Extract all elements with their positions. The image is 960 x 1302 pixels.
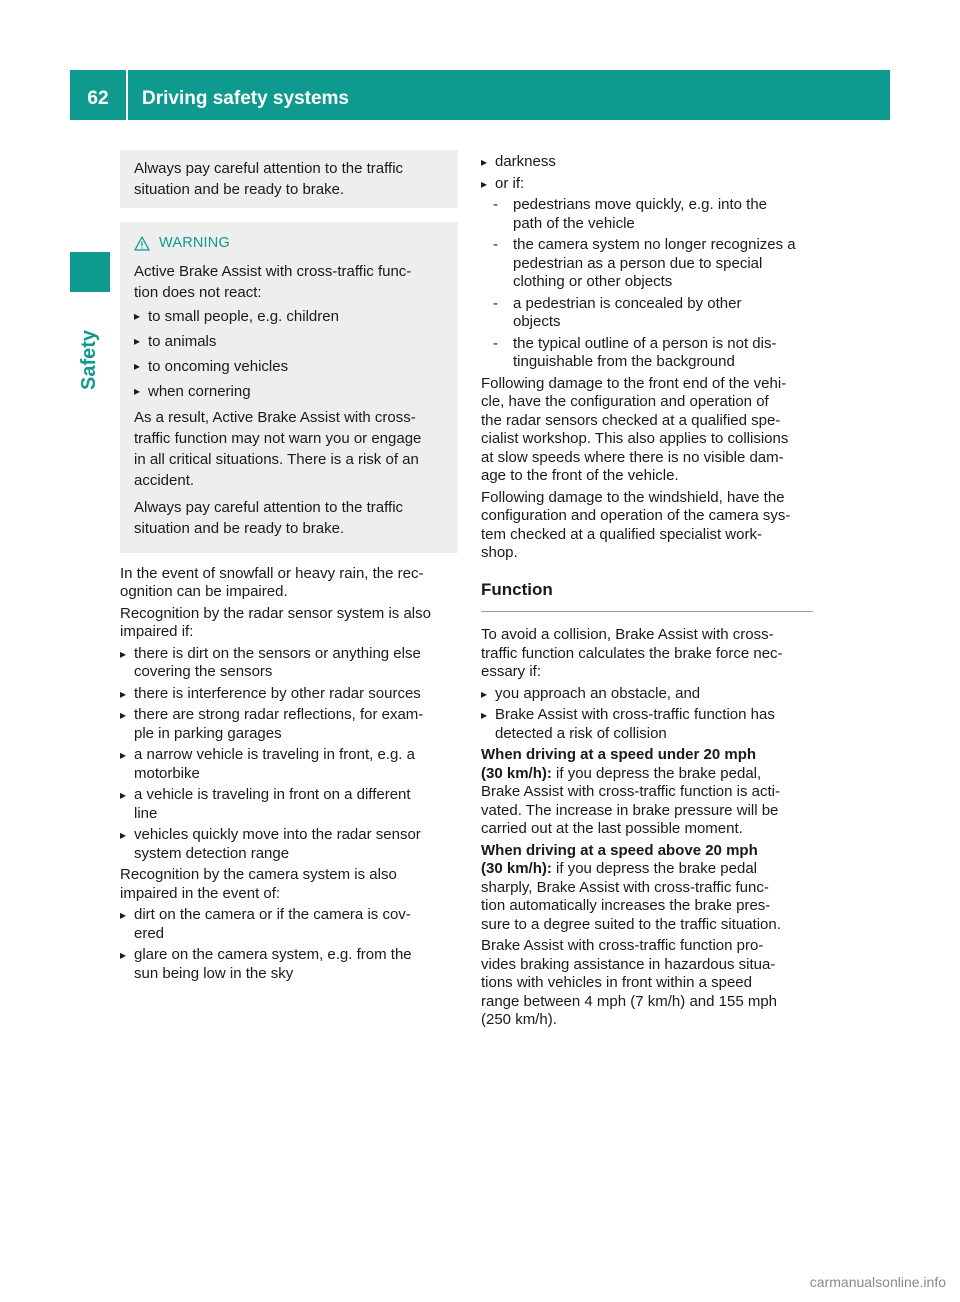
above-speed-text: if you depress the brake pedal sharply, Brake Assist with cross-traffic func- tion automatically increases the brake pres- sure to a degree suited to the traffic situation. [481, 860, 781, 933]
list-item: ▸ to small people, e.g. children [134, 307, 444, 326]
warning-intro: Active Brake Assist with cross-traffic func- tion does not react: [134, 262, 412, 301]
snow-paragraph: In the event of snowfall or heavy rain, the rec- ognition can be impaired. [120, 564, 424, 600]
function-heading: Function [481, 581, 813, 613]
under-speed-paragraph [481, 746, 813, 839]
warning-box [120, 222, 458, 553]
above-speed-paragraph [481, 842, 813, 935]
front-damage-paragraph: Following damage to the front end of the vehi- cle, have the configuration and operation of the radar sensors checked at a qualified spe- cialist workshop. This also applies to collisions at slow speeds where there is no visible dam- age to the front of the vehicle. [481, 374, 789, 484]
radar-paragraph: Recognition by the radar sensor system is also impaired if: [120, 604, 431, 640]
section-marker [70, 252, 110, 292]
list-item: ▸ you approach an obstacle, and [481, 685, 813, 704]
camera-list [120, 906, 458, 983]
pedestrian-list [481, 196, 813, 372]
avoid-paragraph: To avoid a collision, Brake Assist with cross- traffic function calculates the brake force nec- essary if: [481, 626, 783, 680]
windshield-paragraph: Following damage to the windshield, have the configuration and operation of the camera sys- tem checked at a qualified specialist work- shop. [481, 488, 791, 561]
list-item: - the typical outline of a person is not dis- tinguishable from the background [481, 335, 813, 372]
list-item: ▸ to oncoming vehicles [134, 357, 444, 376]
list-item: ▸ a vehicle is traveling in front on a different line [120, 786, 458, 823]
page-number: 62 [87, 88, 109, 109]
list-item: - a pedestrian is concealed by other objects [481, 295, 813, 332]
under-speed-label: When driving at a speed under 20 mph (30 km/h): [481, 746, 757, 782]
warning-advice: Always pay careful attention to the traffic situation and be ready to brake. [134, 498, 404, 537]
watermark: carmanualsonline.info [809, 1274, 946, 1290]
note-box [120, 150, 458, 208]
list-item: ▸ Brake Assist with cross-traffic function has detected a risk of collision [481, 706, 813, 743]
list-item: ▸ when cornering [134, 382, 444, 401]
list-item: ▸ there is dirt on the sensors or anything else covering the sensors [120, 645, 458, 682]
warning-icon [134, 236, 150, 251]
camera-paragraph: Recognition by the camera system is also impaired in the event of: [120, 866, 397, 902]
left-column [120, 150, 458, 986]
list-item: - pedestrians move quickly, e.g. into the path of the vehicle [481, 196, 813, 233]
list-item: ▸ to animals [134, 332, 444, 351]
above-speed-label: When driving at a speed above 20 mph (30 km/h): [481, 841, 758, 877]
note-line: Always pay careful attention to the traffic situation and be ready to brake. [134, 160, 404, 198]
section-label: Safety [78, 329, 100, 390]
right-column [481, 153, 813, 1030]
list-item: ▸ vehicles quickly move into the radar sensor system detection range [120, 826, 458, 863]
under-speed-text: if you depress the brake pedal, Brake Assist with cross-traffic function is acti- vated. The increase in brake pressure will be carried out at the last possible moment. [481, 764, 780, 837]
list-item: - the camera system no longer recognizes a pedestrian as a person due to special clothing or other objects [481, 236, 813, 292]
warning-list [134, 307, 444, 401]
avoid-list [481, 685, 813, 744]
conditions-list [481, 153, 813, 193]
list-item: ▸ there are strong radar reflections, for exam- ple in parking garages [120, 706, 458, 743]
list-item: ▸ or if: [481, 175, 813, 194]
page-title: Driving safety systems [142, 88, 349, 109]
radar-list [120, 645, 458, 864]
list-item: ▸ a narrow vehicle is traveling in front, e.g. a motorbike [120, 746, 458, 783]
warning-title: WARNING [159, 235, 230, 251]
assist-range-paragraph: Brake Assist with cross-traffic function pro- vides braking assistance in hazardous situa- tions with vehicles in front within a speed range between 4 mph (7 km/h) and 155 mph (250 km/h). [481, 937, 778, 1028]
list-item: ▸ glare on the camera system, e.g. from the sun being low in the sky [120, 946, 458, 983]
list-item: ▸ dirt on the camera or if the camera is cov- ered [120, 906, 458, 943]
warning-result: As a result, Active Brake Assist with cross- traffic function may not warn you or engage in all critical situations. There is a risk of an accident. [134, 408, 422, 489]
header-divider [126, 70, 128, 120]
list-item: ▸ darkness [481, 153, 813, 172]
warning-header [134, 234, 444, 253]
list-item: ▸ there is interference by other radar sources [120, 685, 458, 704]
